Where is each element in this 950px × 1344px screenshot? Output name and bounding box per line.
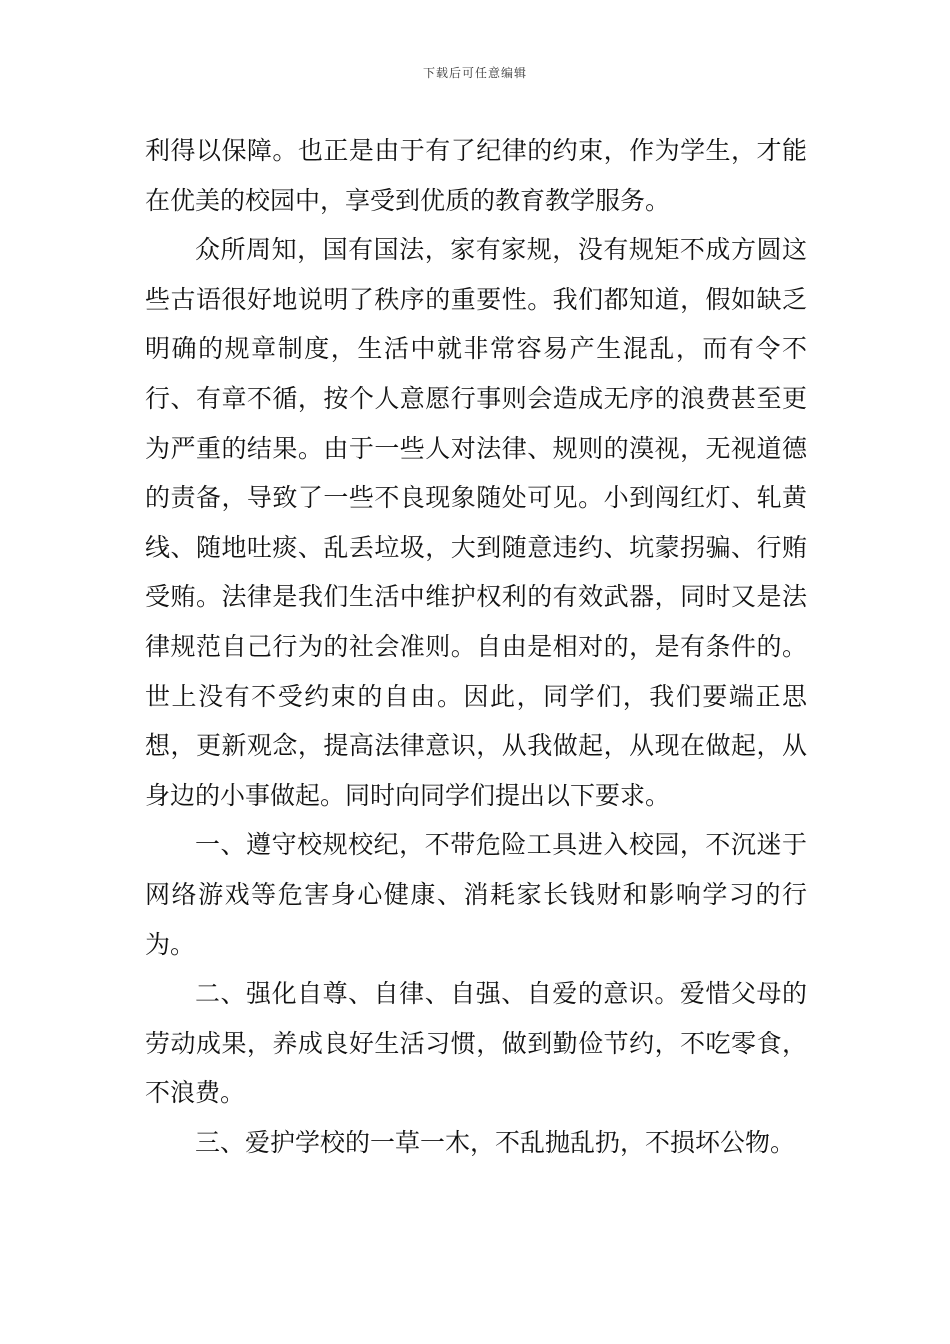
- page-header-note: 下载后可任意编辑: [422, 66, 527, 80]
- paragraph-requirement-2: 二、强化自尊、自律、自强、自爱的意识。爱惜父母的劳动成果，养成良好生活习惯，做到勤俭节约，不吃零食，不浪费。: [145, 979, 807, 1108]
- paragraph-requirement-1: 一、遵守校规校纪，不带危险工具进入校园，不沉迷于网络游戏等危害身心健康、消耗家长钱财和影响学习的行为。: [145, 830, 807, 959]
- document-body: [145, 126, 807, 1167]
- paragraph-order-importance: 众所周知，国有国法，家有家规，没有规矩不成方圆这些古语很好地说明了秩序的重要性。我们都知道，假如缺乏明确的规章制度，生活中就非常容易产生混乱，而有令不行、有章不循，按个人意愿行事则会造成无序的浪费甚至更为严重的结果。由于一些人对法律、规则的漠视，无视道德的责备，导致了一些不良现象随处可见。小到闯红灯、轧黄线、随地吐痰、乱丢垃圾，大到随意违约、坑蒙拐骗、行贿受贿。法律是我们生活中维护权利的有效武器，同时又是法律规范自己行为的社会准则。自由是相对的，是有条件的。世上没有不受约束的自由。因此，同学们，我们要端正思想，更新观念，提高法律意识，从我做起，从现在做起，从身边的小事做起。同时向同学们提出以下要求。: [145, 235, 807, 810]
- paragraph-requirement-3: 三、爱护学校的一草一木，不乱抛乱扔，不损坏公物。: [195, 1127, 796, 1157]
- paragraph-continuation: 利得以保障。也正是由于有了纪律的约束，作为学生，才能在优美的校园中，享受到优质的教育教学服务。: [145, 136, 807, 215]
